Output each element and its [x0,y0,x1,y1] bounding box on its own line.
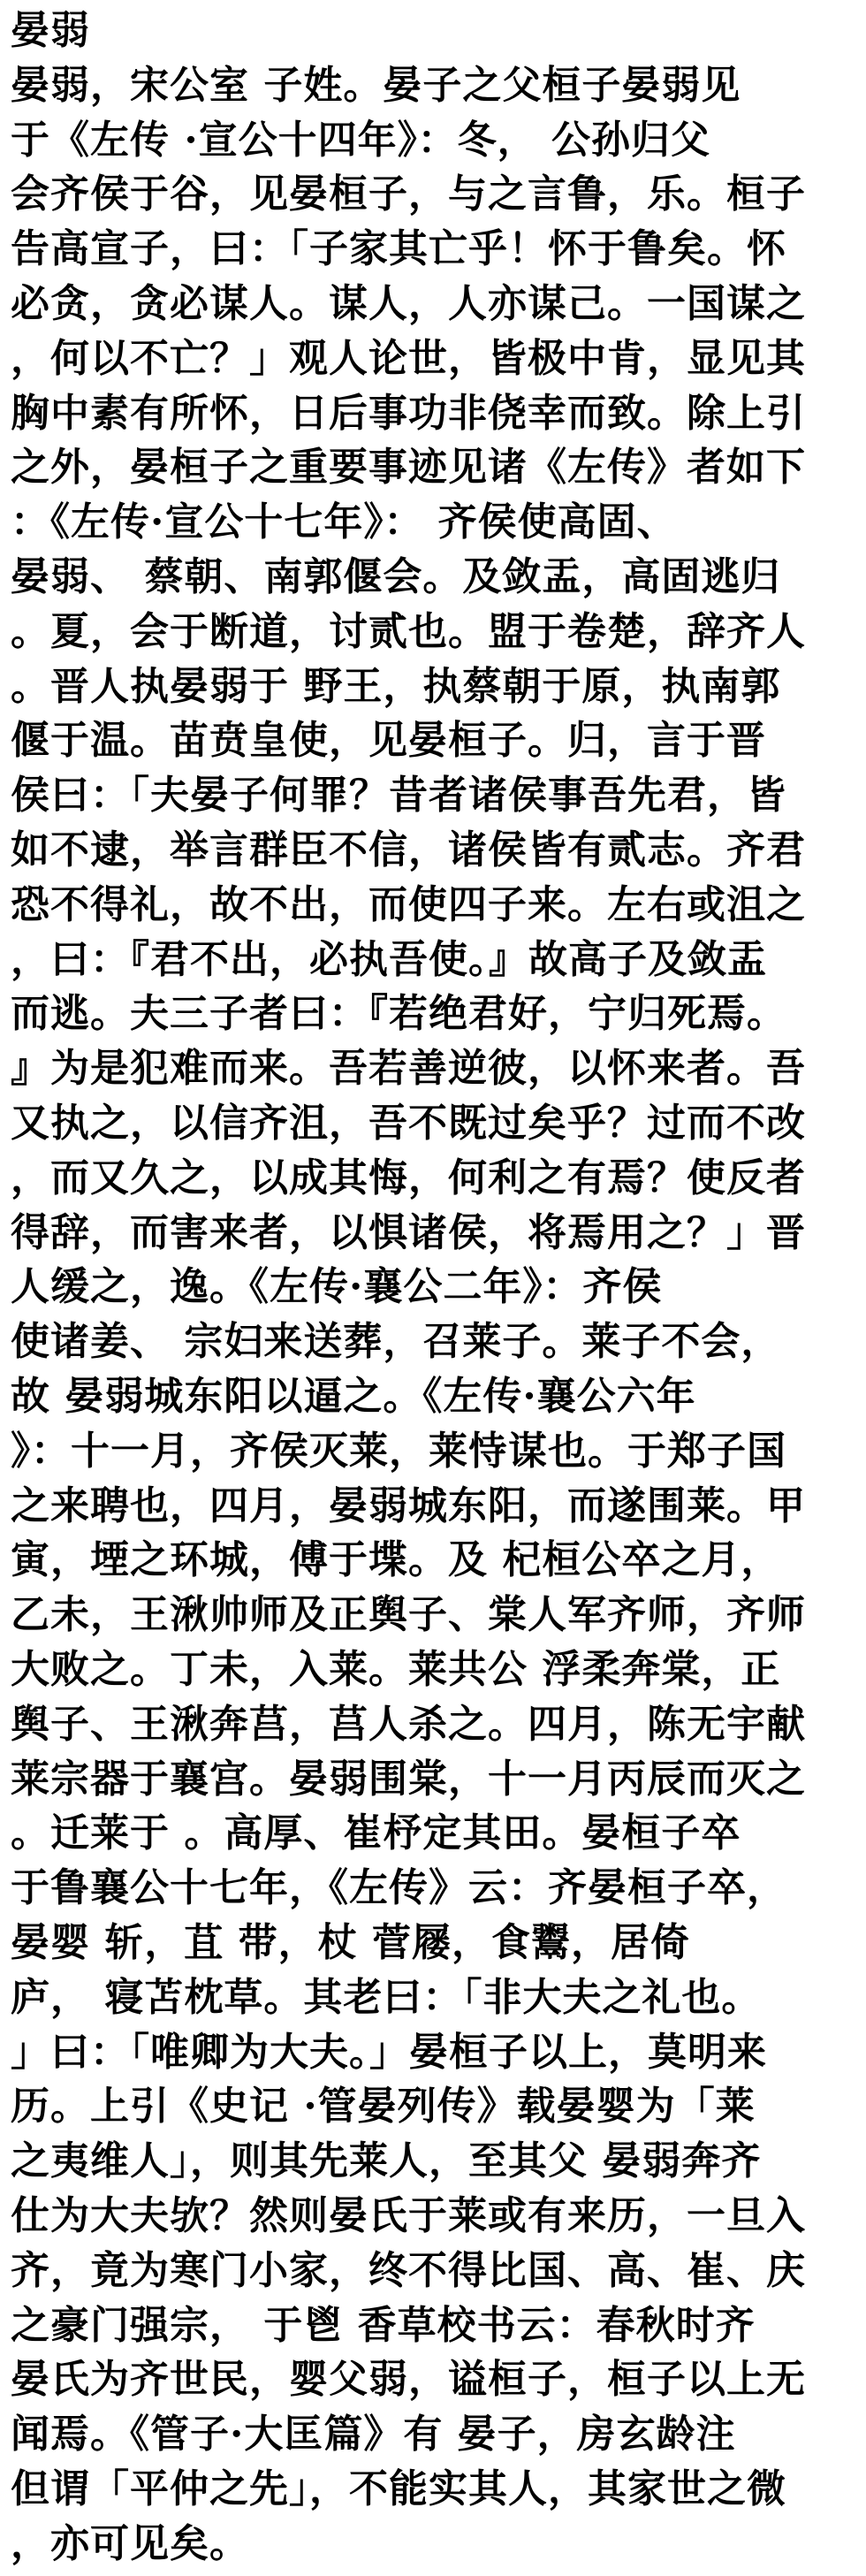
text-line: 之豪门强宗， 于鬯 香草校书云：春秋时齐 [11,2303,756,2348]
text-line: 告高宣子，曰：「子家其亡乎！怀于鲁矣。怀 [11,226,786,271]
text-line: 故 晏弱城东阳以逼之。《左传·襄公六年 [11,1374,696,1419]
text-line: 之来聘也，四月，晏弱城东阳，而遂围莱。甲 [11,1483,806,1528]
text-line: 齐，竟为寒门小家，终不得比国、高、崔、庆 [11,2248,806,2293]
text-line: 莱宗器于襄宫。晏弱围棠，十一月丙辰而灭之 [11,1757,806,1802]
text-line: ，曰：『君不出，必执吾使。』故高子及敛盂 [11,937,767,982]
text-line: 会齐侯于谷，见晏桓子，与之言鲁，乐。桓子 [11,171,806,217]
text-line: 之夷维人」，则其先莱人，至其父 晏弱奔齐 [11,2138,762,2184]
text-line: 偃于温。苗贲皇使，见晏桓子。归，言于晋 [11,718,766,763]
text-line: 人缓之，逸。《左传·襄公二年》：齐侯 [11,1264,663,1309]
text-line: 晏弱，宋公室 子姓。晏子之父桓子晏弱见 [11,63,741,108]
text-line: ，而又久之，以成其悔，何利之有焉？使反者 [11,1155,806,1200]
text-line: 之外，晏桓子之重要事迹见诸《左传》者如下 [11,445,806,490]
text-line: 晏弱、 蔡朝、南郭偃会。及敛盂，高固逃归 [11,554,781,599]
text-line: 舆子、王湫奔莒，莒人杀之。四月，陈无宇献 [11,1702,806,1747]
text-line: 于鲁襄公十七年，《左传》云：齐晏桓子卒， [11,1865,786,1910]
text-line: 使诸姜、 宗妇来送葬，召莱子。莱子不会， [11,1319,781,1364]
text-line: 晏氏为齐世民，婴父弱，谥桓子，桓子以上无 [11,2357,806,2402]
text-line: 胸中素有所怀，日后事功非侥幸而致。除上引 [11,391,806,436]
text-line: 。迁莱于 。高厚、崔杼定其田。晏桓子卒 [11,1810,741,1856]
text-line: 闻焉。《管子·大匡篇》有 晏子，房玄龄注 [11,2412,736,2457]
text-line: 庐， 寝苫枕草。其老曰：「非大夫之礼也。 [11,1975,762,2020]
text-line: 晏婴 斩，苴 带，杖 菅屦，食鬻，居倚 [11,1920,690,1965]
text-line: 大败之。丁未，入莱。莱共公 浮柔奔棠，正 [11,1647,781,1692]
text-line: ：《左传·宣公十七年》： 齐侯使高固、 [11,499,677,545]
text-line: 侯曰：「夫晏子何罪？昔者诸侯事吾先君，皆 [11,773,786,818]
document-title: 晏弱 [11,8,90,53]
text-line: 如不逮，举言群臣不信，诸侯皆有贰志。齐君 [11,827,806,873]
text-line: 而逃。夫三子者曰：『若绝君好，宁归死焉。 [11,991,786,1036]
text-line: 仕为大夫欤？然则晏氏于莱或有来历，一旦入 [11,2193,806,2238]
text-line: 必贪，贪必谋人。谋人，人亦谋己。一国谋之 [11,281,806,326]
text-line: 于《左传 ·宣公十四年》：冬， 公孙归父 [11,118,710,163]
text-line: 得辞，而害来者，以惧诸侯，将焉用之？」晋 [11,1210,806,1255]
text-line: ，亦可见矣。 [11,2521,249,2566]
text-line: 但谓「平仲之先」，不能实其人，其家世之微 [11,2466,786,2511]
text-line: 。夏，会于断道，讨贰也。盟于卷楚，辞齐人 [11,609,806,654]
text-line: 》：十一月，齐侯灭莱，莱恃谋也。于郑子国 [11,1429,786,1474]
text-line: 又执之，以信齐沮，吾不既过矣乎？过而不改 [11,1101,806,1146]
text-line: 历。上引《史记 ·管晏列传》载晏婴为「莱 [11,2084,756,2129]
text-line: 恐不得礼，故不出，而使四子来。左右或沮之 [11,882,806,927]
text-line: ，何以不亡？」观人论世，皆极中肯，显见其 [11,336,806,381]
text-line: 』为是犯难而来。吾若善逆彼，以怀来者。吾 [11,1046,806,1091]
text-line: 寅，堙之环城，傅于堞。及 杞桓公卒之月， [11,1537,781,1582]
text-line: 乙未，王湫帅师及正舆子、棠人军齐师，齐师 [11,1592,806,1637]
text-line: 。晋人执晏弱于 野王，执蔡朝于原，执南郭 [11,664,781,709]
text-line: 」曰：「唯卿为大夫。」晏桓子以上，莫明来 [11,2030,767,2075]
